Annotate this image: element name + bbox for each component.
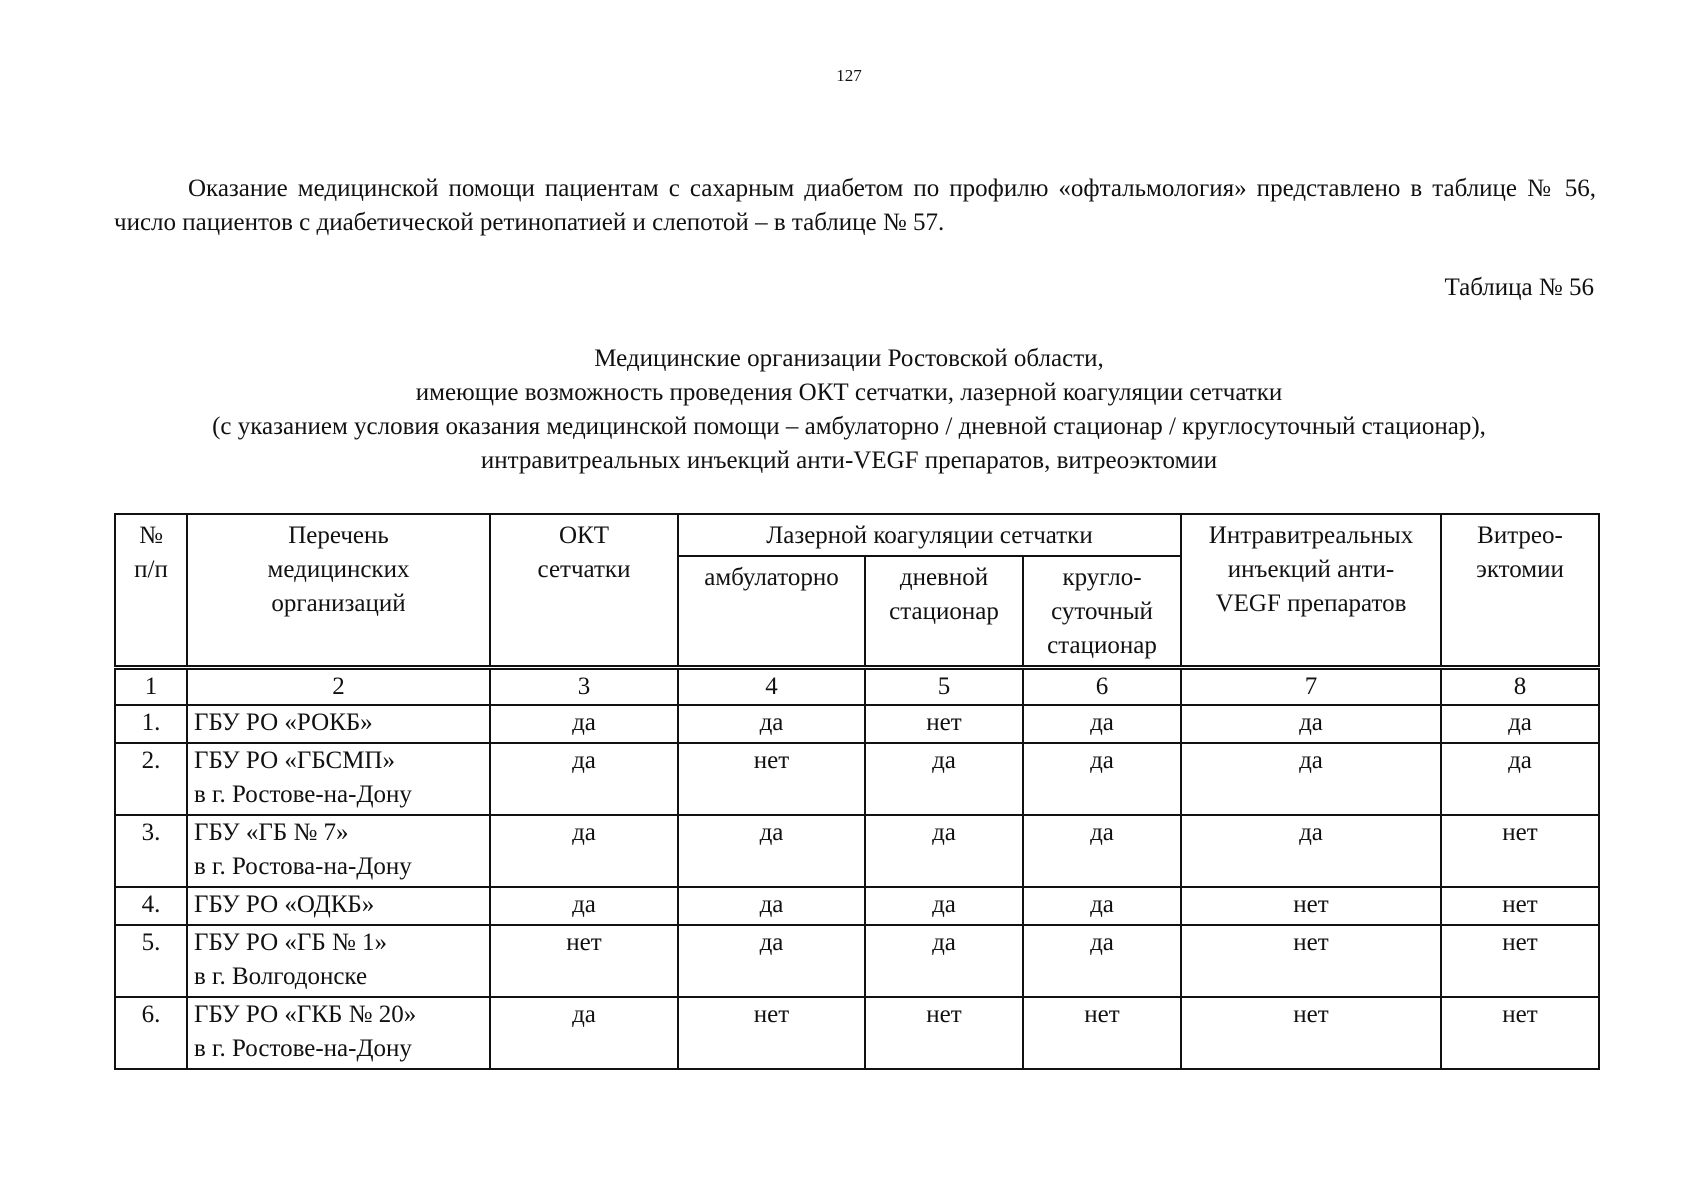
cell-day-hospital: нет (865, 705, 1023, 743)
table-row (115, 705, 1599, 743)
table-row (115, 743, 1599, 815)
organization-line: ГБУ РО «ГКБ № 20» (194, 1001, 417, 1028)
caption-line: (с указанием условия оказания медицинской помощи – амбулаторно / дневной стационар / круглосуточный стационар), (212, 413, 1486, 440)
cell-ambulatory: да (678, 815, 865, 887)
row-number: 6. (115, 997, 187, 1069)
header-text: инъекций анти- (1227, 556, 1395, 583)
header-text: п/п (134, 556, 168, 583)
organizations-table (114, 513, 1600, 1070)
organization-line: в г. Ростове-на-Дону (194, 781, 412, 808)
header-text: дневной (899, 564, 989, 591)
column-number: 5 (865, 668, 1023, 706)
cell-ambulatory: нет (678, 743, 865, 815)
header-laser-group: Лазерной коагуляции сетчатки (678, 514, 1181, 556)
header-intravitreal (1181, 514, 1441, 668)
table-row (115, 815, 1599, 887)
organization-name (187, 815, 490, 887)
organization-line: в г. Волгодонске (194, 963, 368, 990)
header-text: стационар (889, 598, 999, 625)
header-text: стационар (1047, 632, 1157, 659)
cell-vitrectomy: нет (1441, 887, 1599, 925)
header-text: кругло- (1062, 564, 1142, 591)
row-number: 2. (115, 743, 187, 815)
caption-line: имеющие возможность проведения ОКТ сетчатки, лазерной коагуляции сетчатки (415, 379, 1283, 406)
cell-vitrectomy: да (1441, 705, 1599, 743)
column-number: 7 (1181, 668, 1441, 706)
row-number: 5. (115, 925, 187, 997)
cell-vitrectomy: да (1441, 743, 1599, 815)
header-text: эктомии (1476, 556, 1564, 583)
header-laser-ambulatory: амбулаторно (678, 556, 865, 668)
header-laser-day-hospital (865, 556, 1023, 668)
cell-round-clock: да (1023, 925, 1181, 997)
cell-intravitreal: да (1181, 705, 1441, 743)
cell-intravitreal: нет (1181, 887, 1441, 925)
header-text: Интравитреальных (1208, 522, 1414, 549)
organization-name (187, 743, 490, 815)
cell-ambulatory: нет (678, 997, 865, 1069)
cell-okt: да (490, 815, 678, 887)
page-number: 127 (836, 66, 862, 85)
cell-intravitreal: да (1181, 815, 1441, 887)
cell-okt: да (490, 743, 678, 815)
row-number: 4. (115, 887, 187, 925)
caption-line: интравитреальных инъекций анти-VEGF препаратов, витреоэктомии (480, 447, 1218, 474)
cell-intravitreal: нет (1181, 997, 1441, 1069)
cell-okt: да (490, 705, 678, 743)
organization-line: ГБУ РО «ОДКБ» (194, 891, 375, 918)
header-text: № (139, 522, 163, 549)
cell-okt: нет (490, 925, 678, 997)
organization-name (187, 887, 490, 925)
cell-day-hospital: да (865, 887, 1023, 925)
header-text: ОКТ (559, 522, 609, 549)
column-number: 8 (1441, 668, 1599, 706)
cell-vitrectomy: нет (1441, 925, 1599, 997)
cell-okt: да (490, 887, 678, 925)
header-vitrectomy (1441, 514, 1599, 668)
header-okt (490, 514, 678, 668)
organization-line: в г. Ростова-на-Дону (194, 853, 412, 880)
cell-round-clock: да (1023, 815, 1181, 887)
intro-paragraph: Оказание медицинской помощи пациентам с сахарным диабетом по профилю «офтальмология» представлено в таблице № 56, число пациентов с диабетической ретинопатией и слепотой – в таблице № 57. (114, 175, 1596, 236)
organization-name (187, 705, 490, 743)
column-number: 6 (1023, 668, 1181, 706)
column-number: 4 (678, 668, 865, 706)
cell-day-hospital: да (865, 743, 1023, 815)
cell-round-clock: да (1023, 743, 1181, 815)
table-row (115, 887, 1599, 925)
table-row (115, 997, 1599, 1069)
column-number: 2 (187, 668, 490, 706)
header-text: Перечень (288, 522, 389, 549)
header-laser-round-clock (1023, 556, 1181, 668)
organization-line: ГБУ РО «ГБ № 1» (194, 929, 388, 956)
organization-line: ГБУ РО «РОКБ» (194, 709, 373, 736)
table-caption (60, 342, 1638, 478)
header-num (115, 514, 187, 668)
column-number: 3 (490, 668, 678, 706)
column-number-row (115, 668, 1599, 706)
cell-day-hospital: нет (865, 997, 1023, 1069)
header-text: Витрео- (1477, 522, 1563, 549)
cell-day-hospital: да (865, 925, 1023, 997)
organization-line: ГБУ РО «ГБСМП» (194, 747, 395, 774)
cell-intravitreal: да (1181, 743, 1441, 815)
row-number: 1. (115, 705, 187, 743)
header-text: медицинских (267, 556, 410, 583)
row-number: 3. (115, 815, 187, 887)
cell-round-clock: да (1023, 705, 1181, 743)
cell-ambulatory: да (678, 887, 865, 925)
header-text: сетчатки (537, 556, 631, 583)
table-row (115, 925, 1599, 997)
column-number: 1 (115, 668, 187, 706)
header-text: организаций (271, 590, 406, 617)
cell-vitrectomy: нет (1441, 997, 1599, 1069)
cell-ambulatory: да (678, 925, 865, 997)
organization-name (187, 925, 490, 997)
organization-line: в г. Ростове-на-Дону (194, 1035, 412, 1062)
table-label: Таблица № 56 (1444, 274, 1594, 301)
cell-vitrectomy: нет (1441, 815, 1599, 887)
cell-day-hospital: да (865, 815, 1023, 887)
cell-round-clock: да (1023, 887, 1181, 925)
cell-okt: да (490, 997, 678, 1069)
caption-line: Медицинские организации Ростовской области, (594, 345, 1104, 372)
header-organization (187, 514, 490, 668)
header-text: суточный (1051, 598, 1153, 625)
cell-round-clock: нет (1023, 997, 1181, 1069)
header-text: VEGF препаратов (1215, 590, 1407, 617)
cell-intravitreal: нет (1181, 925, 1441, 997)
organization-line: ГБУ «ГБ № 7» (194, 819, 349, 846)
cell-ambulatory: да (678, 705, 865, 743)
organization-name (187, 997, 490, 1069)
